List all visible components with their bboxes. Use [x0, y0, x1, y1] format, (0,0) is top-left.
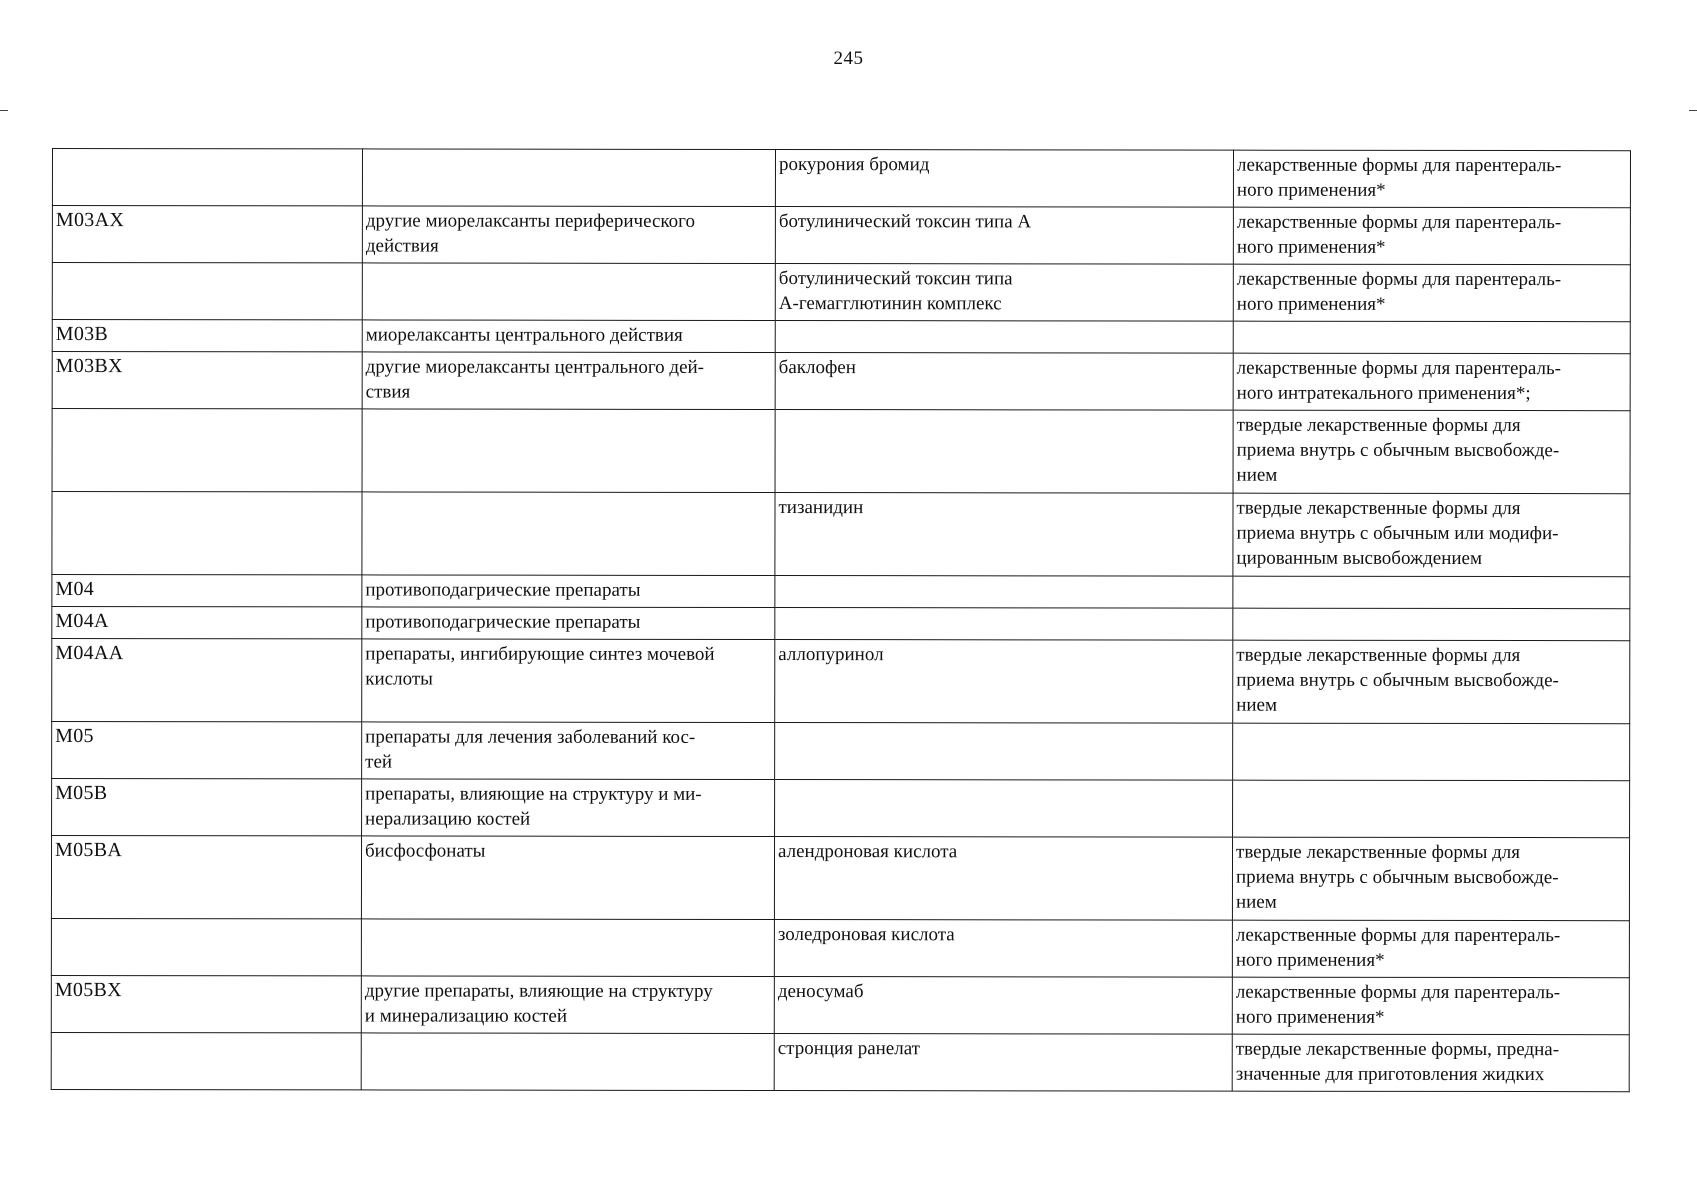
cell-drug-name — [775, 410, 1233, 494]
margin-tick-left — [0, 110, 8, 111]
table-row — [52, 352, 1630, 411]
cell-drug-name: рокурония бромид — [775, 150, 1233, 208]
cell-dosage-form: твердые лекарственные формы для приема внутрь с обычным высвобожде- нием — [1232, 837, 1629, 921]
cell-pharmacological-group — [362, 409, 775, 493]
cell-atc-code: M05BA — [51, 836, 361, 919]
cell-atc-code: M03BX — [52, 352, 362, 409]
cell-atc-code: M05 — [52, 722, 362, 779]
cell-drug-name: золедроновая кислота — [774, 920, 1232, 978]
cell-atc-code — [52, 263, 362, 320]
cell-dosage-form: твердые лекарственные формы, предна- значенные для приготовления жидких — [1232, 1034, 1629, 1092]
cell-pharmacological-group — [362, 149, 775, 207]
cell-dosage-form — [1233, 723, 1630, 781]
table-row — [52, 320, 1630, 354]
cell-dosage-form — [1233, 608, 1630, 641]
table-row — [52, 639, 1630, 724]
table-row — [52, 409, 1630, 494]
cell-dosage-form — [1233, 780, 1630, 838]
table-row — [52, 206, 1630, 265]
table-row — [52, 263, 1630, 322]
cell-drug-name: алендроновая кислота — [774, 837, 1232, 921]
cell-atc-code — [51, 918, 361, 975]
table-row — [51, 1032, 1629, 1091]
cell-atc-code: M03B — [52, 320, 362, 352]
cell-pharmacological-group: другие миорелаксанты периферического действия — [362, 206, 775, 264]
cell-atc-code: M05BX — [51, 975, 361, 1032]
cell-atc-code: M05B — [52, 779, 362, 836]
cell-dosage-form: лекарственные формы для парентераль- ного применения* — [1232, 977, 1629, 1035]
drug-table-body — [51, 149, 1630, 1092]
table-row — [51, 975, 1629, 1034]
cell-drug-name: ботулинический токсин типа А-гемагглютинин комплекс — [775, 264, 1233, 322]
cell-atc-code: M04A — [52, 607, 362, 639]
cell-dosage-form: лекарственные формы для парентераль- ного применения* — [1233, 264, 1630, 322]
cell-atc-code: M04AA — [52, 639, 362, 722]
cell-dosage-form: лекарственные формы для парентераль- ного применения* — [1233, 150, 1630, 208]
cell-atc-code — [52, 409, 362, 492]
cell-atc-code — [52, 492, 362, 575]
cell-drug-name: деносумаб — [774, 977, 1232, 1035]
cell-drug-name — [775, 723, 1233, 781]
cell-dosage-form — [1233, 321, 1630, 354]
page-number: 245 — [833, 48, 864, 69]
margin-tick-right — [1689, 110, 1697, 111]
cell-drug-name: аллопуринол — [775, 640, 1233, 724]
table-row — [52, 149, 1630, 208]
table-row — [52, 779, 1630, 838]
table-row — [51, 918, 1629, 977]
cell-pharmacological-group — [361, 1033, 774, 1091]
drug-table-container — [51, 148, 1630, 1092]
cell-atc-code: M04 — [52, 575, 362, 607]
cell-drug-name — [775, 780, 1233, 838]
cell-drug-name — [775, 321, 1233, 354]
cell-pharmacological-group — [362, 263, 775, 321]
cell-pharmacological-group: миорелаксанты центрального действия — [362, 320, 775, 353]
cell-dosage-form: твердые лекарственные формы для приема внутрь с обычным высвобожде- нием — [1233, 410, 1630, 494]
cell-drug-name — [775, 576, 1233, 609]
cell-pharmacological-group: препараты, ингибирующие синтез мочевой кислоты — [362, 639, 775, 723]
cell-atc-code: M03AX — [52, 206, 362, 263]
cell-pharmacological-group: препараты, влияющие на структуру и ми- нерализацию костей — [362, 779, 775, 837]
cell-drug-name: стронция ранелат — [774, 1034, 1232, 1092]
cell-pharmacological-group: другие препараты, влияющие на структуру и минерализацию костей — [361, 976, 774, 1034]
cell-pharmacological-group — [361, 919, 774, 977]
drug-table — [51, 148, 1631, 1092]
cell-dosage-form: твердые лекарственные формы для приема внутрь с обычным или модифи- цированным высвобождением — [1233, 493, 1630, 577]
cell-drug-name: тизанидин — [775, 493, 1233, 577]
cell-atc-code — [52, 149, 362, 206]
cell-drug-name — [775, 608, 1233, 641]
cell-pharmacological-group — [362, 492, 775, 576]
cell-dosage-form — [1233, 576, 1630, 609]
cell-pharmacological-group: другие миорелаксанты центрального дей- ствия — [362, 352, 775, 410]
cell-dosage-form: твердые лекарственные формы для приема внутрь с обычным высвобожде- нием — [1233, 640, 1630, 724]
cell-pharmacological-group: противоподагрические препараты — [362, 575, 775, 608]
cell-dosage-form: лекарственные формы для парентераль- ного применения* — [1232, 920, 1629, 978]
table-row — [52, 492, 1630, 577]
table-row — [52, 607, 1630, 641]
cell-dosage-form: лекарственные формы для парентераль- ного интратекального применения*; — [1233, 353, 1630, 411]
cell-pharmacological-group: препараты для лечения заболеваний кос- тей — [362, 722, 775, 780]
cell-drug-name: баклофен — [775, 353, 1233, 411]
table-row — [52, 722, 1630, 781]
cell-dosage-form: лекарственные формы для парентераль- ного применения* — [1233, 207, 1630, 265]
cell-pharmacological-group: противоподагрические препараты — [362, 607, 775, 640]
table-row — [51, 836, 1629, 921]
cell-drug-name: ботулинический токсин типа А — [775, 207, 1233, 265]
table-row — [52, 575, 1630, 609]
cell-atc-code — [51, 1032, 361, 1089]
cell-pharmacological-group: бисфосфонаты — [361, 836, 774, 920]
